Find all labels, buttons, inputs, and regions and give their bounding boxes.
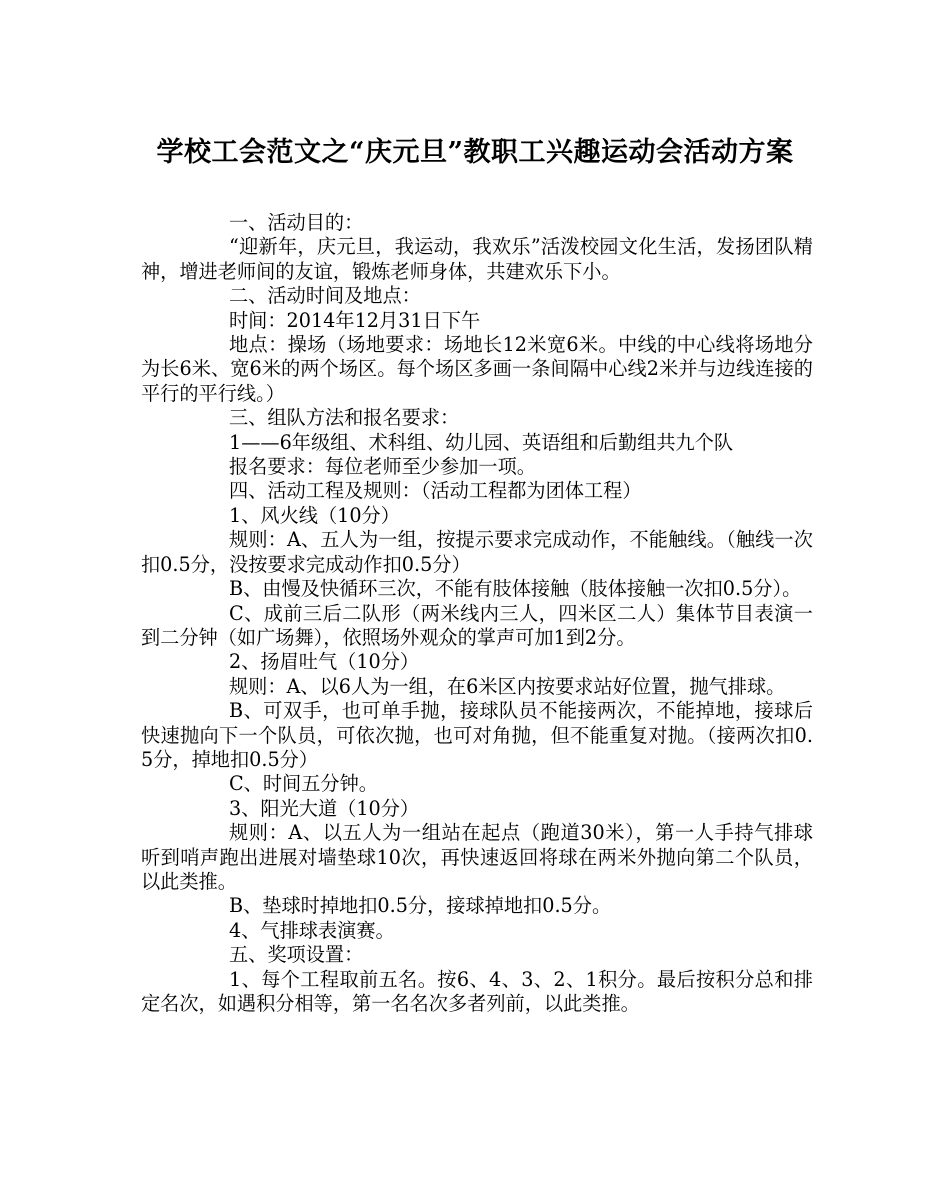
event-1-rule-b: B、由慢及快循环三次，不能有肢体接触（肢体接触一次扣0.5分）。 bbox=[229, 577, 802, 601]
place-paragraph: 地点：操场（场地要求：场地长12米宽6米。中线的中心线将场地分为长6米、宽6米的两个场区。每个场区多画一条间隔中心线2米并与边线连接的平行的平行线。） bbox=[141, 333, 813, 405]
event-3-rule-a: 规则：A、以五人为一组站在起点（跑道30米），第一人手持气排球听到哨声跑出进展对墙垫球10次，再快速返回将球在两米外抛向第二个队员，以此类推。 bbox=[141, 821, 813, 893]
event-2-rule-b: B、可双手，也可单手抛，接球队员不能接两次，不能掉地，接球后快速抛向下一个队员，可依次抛，也可对角抛，但不能重复对抛。（接两次扣0.5分，掉地扣0.5分） bbox=[141, 699, 813, 771]
event-1-rule-c: C、成前三后二队形（两米线内三人，四米区二人）集体节目表演一到二分钟（如广场舞），依照场外观众的掌声可加1到2分。 bbox=[141, 601, 813, 649]
event-2-rule-c: C、时间五分钟。 bbox=[229, 772, 378, 796]
event-1-rule-a: 规则：A、五人为一组，按提示要求完成动作，不能触线。（触线一次扣0.5分，没按要求完成动作扣0.5分） bbox=[141, 528, 813, 576]
signup-paragraph: 报名要求：每位老师至少参加一项。 bbox=[229, 455, 536, 479]
time-paragraph: 时间：2014年12月31日下午 bbox=[229, 308, 481, 332]
event-1-heading: 1、风火线（10分） bbox=[229, 503, 400, 527]
awards-paragraph: 1、每个工程取前五名。按6、4、3、2、1积分。最后按积分总和排定名次，如遇积分相等，第一名名次多者列前，以此类推。 bbox=[141, 967, 813, 1015]
event-4-heading: 4、气排球表演赛。 bbox=[229, 918, 395, 942]
document-title: 学校工会范文之“庆元旦”教职工兴趣运动会活动方案 bbox=[156, 137, 794, 168]
section-heading-awards: 五、奖项设置： bbox=[229, 943, 364, 967]
purpose-paragraph: “迎新年，庆元旦，我运动，我欢乐”活泼校园文化生活，发扬团队精神，增进老师间的友谊，锻炼老师身体，共建欢乐下小。 bbox=[141, 235, 813, 283]
event-2-heading: 2、扬眉吐气（10分） bbox=[229, 650, 420, 674]
teams-paragraph: 1——6年级组、术科组、幼儿园、英语组和后勤组共九个队 bbox=[229, 430, 734, 454]
section-heading-time-place: 二、活动时间及地点： bbox=[229, 284, 421, 308]
event-3-rule-b: B、垫球时掉地扣0.5分，接球掉地扣0.5分。 bbox=[229, 894, 612, 918]
section-heading-events: 四、活动工程及规则：（活动工程都为团体工程） bbox=[229, 479, 642, 503]
section-heading-teams: 三、组队方法和报名要求： bbox=[229, 406, 460, 430]
document-body bbox=[141, 211, 813, 1016]
event-3-heading: 3、阳光大道（10分） bbox=[229, 796, 420, 820]
event-2-rule-a: 规则：A、以6人为一组，在6米区内按要求站好位置，抛气排球。 bbox=[229, 674, 786, 698]
section-heading-purpose: 一、活动目的： bbox=[229, 211, 364, 234]
